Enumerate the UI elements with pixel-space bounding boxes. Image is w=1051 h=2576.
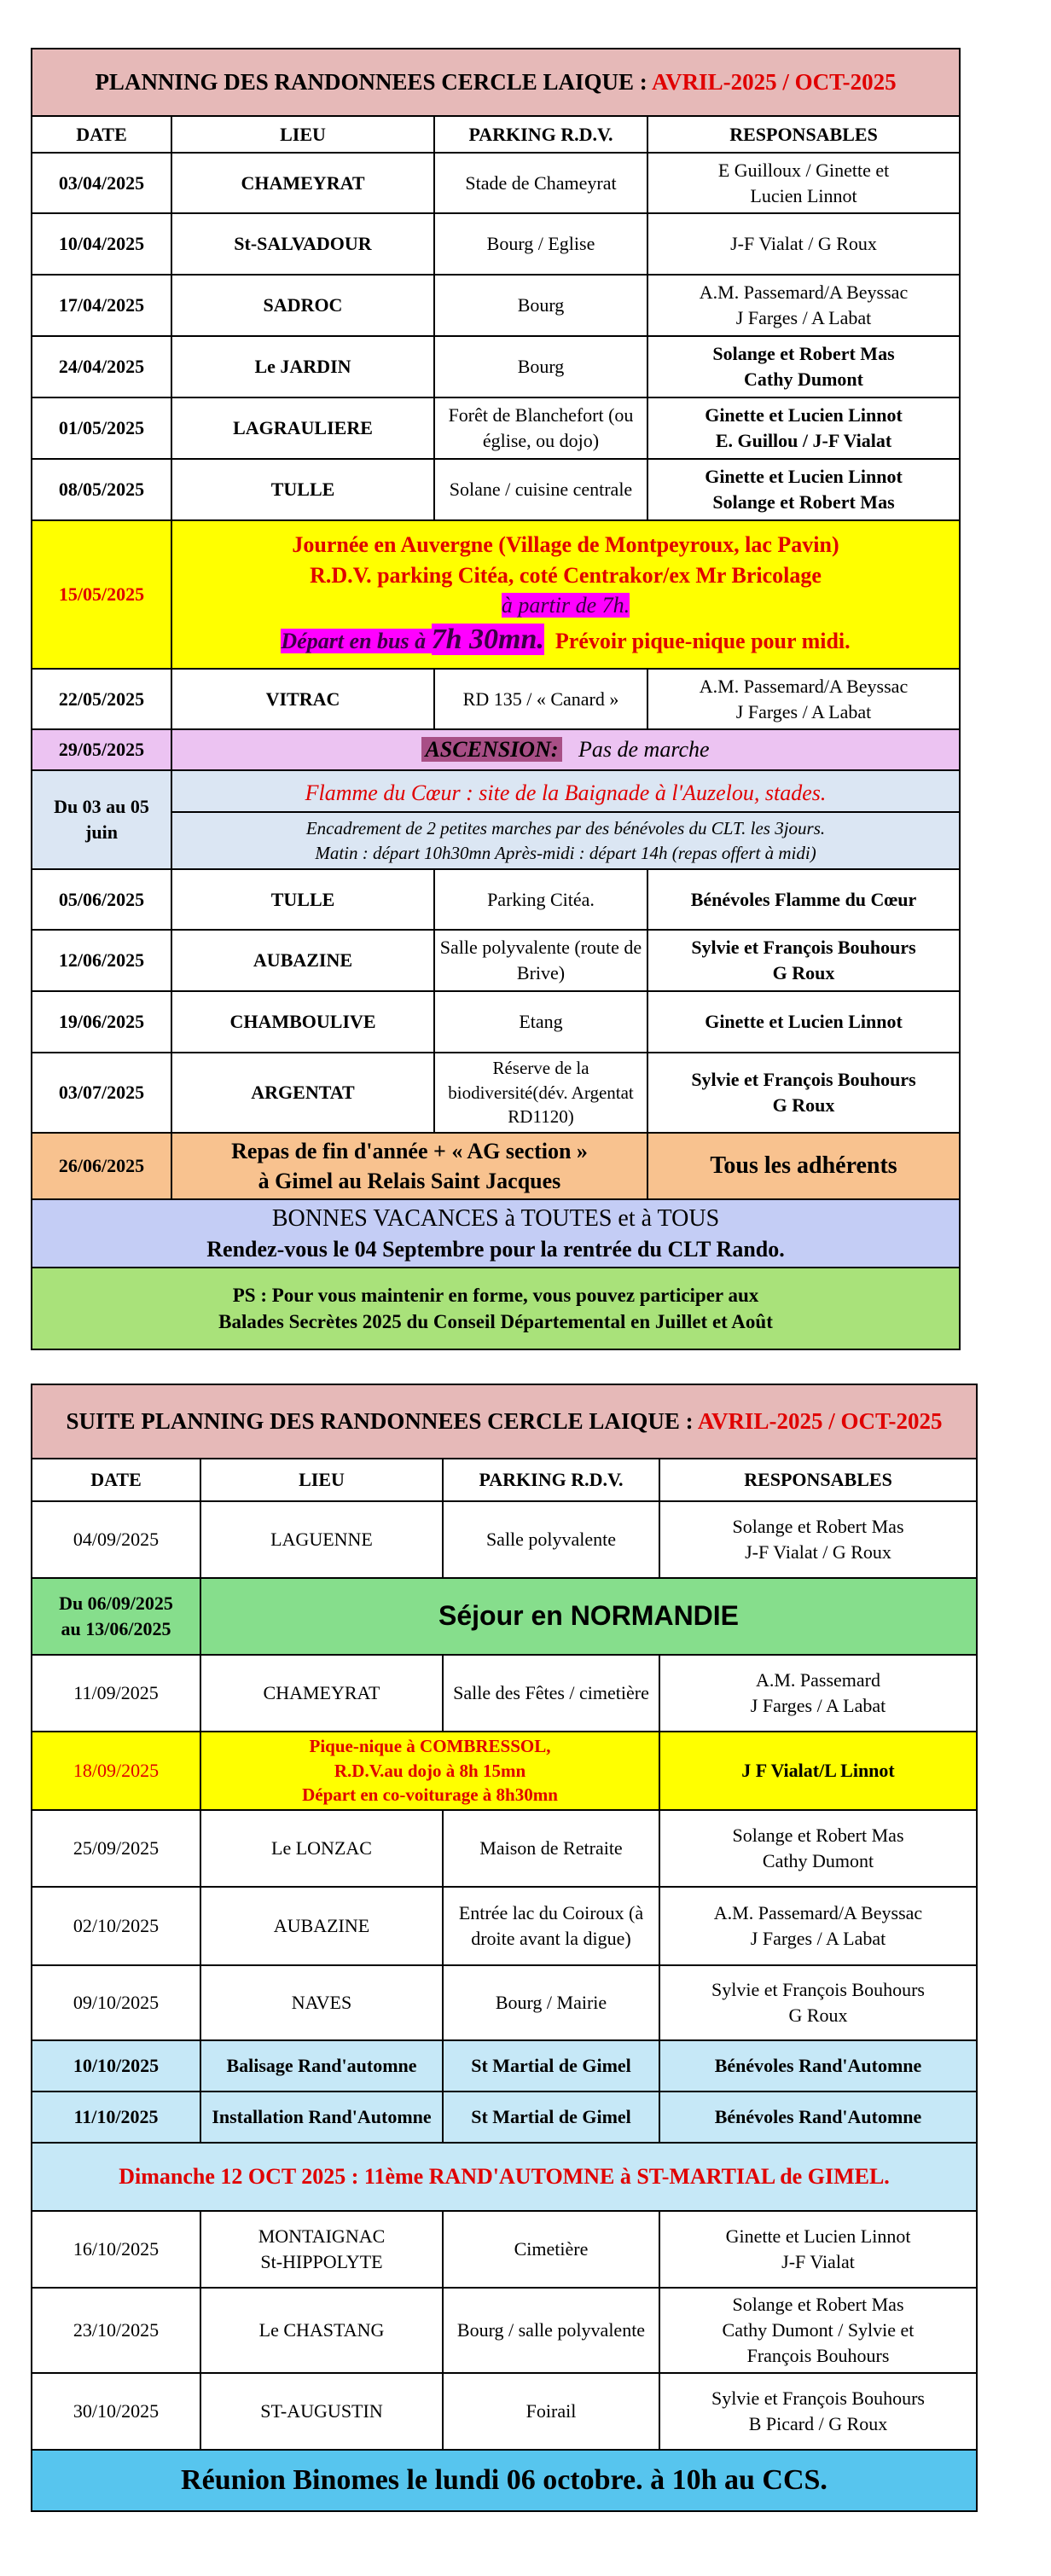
header-responsables: RESPONSABLES bbox=[659, 1459, 977, 1501]
resp-line: Solange et Robert Mas bbox=[712, 343, 895, 365]
repas-line: Repas de fin d'année + « AG section » bbox=[231, 1138, 588, 1163]
resp-line: E. Guillou / J-F Vialat bbox=[715, 430, 892, 451]
auvergne-line: Journée en Auvergne (Village de Montpeyroux, lac Pavin) bbox=[292, 532, 839, 558]
resp-line: E Guilloux / Ginette et bbox=[717, 159, 890, 181]
row-date: 08/05/2025 bbox=[32, 459, 171, 520]
row-parking: Bourg / Mairie bbox=[443, 1965, 659, 2040]
planning-table-1 bbox=[31, 48, 961, 1350]
resp-line: Lucien Linnot bbox=[750, 184, 857, 206]
header-row bbox=[32, 116, 960, 153]
auvergne-picnic: Prévoir pique-nique pour midi. bbox=[555, 628, 851, 653]
header-date: DATE bbox=[32, 1459, 200, 1501]
resp-line: A.M. Passemard/A Beyssac bbox=[699, 281, 909, 304]
table-row bbox=[32, 2211, 977, 2288]
flamme-details bbox=[171, 770, 960, 869]
ps-line: Balades Secrètes 2025 du Conseil Départemental en Juillet et Août bbox=[218, 1311, 773, 1332]
row-responsables bbox=[647, 336, 960, 397]
row-lieu: AUBAZINE bbox=[171, 930, 434, 991]
combressol-date: 18/09/2025 bbox=[32, 1732, 200, 1810]
table-row bbox=[32, 1965, 977, 2040]
reunion-row bbox=[32, 2450, 977, 2511]
row-lieu: CHAMEYRAT bbox=[200, 1655, 443, 1732]
row-date: 10/10/2025 bbox=[32, 2040, 200, 2092]
lieu-line: MONTAIGNAC bbox=[258, 2225, 386, 2248]
row-parking: Bourg / Eglise bbox=[434, 213, 647, 275]
row-parking: Forêt de Blanchefort (ou église, ou dojo) bbox=[434, 397, 647, 459]
sejour-date-line: Du 06/09/2025 bbox=[59, 1593, 173, 1615]
header-lieu: LIEU bbox=[200, 1459, 443, 1501]
table-row bbox=[32, 669, 960, 729]
resp-line: Solange et Robert Mas bbox=[712, 491, 895, 513]
row-parking: Salle polyvalente (route de Brive) bbox=[434, 930, 647, 991]
row-date: 03/07/2025 bbox=[32, 1053, 171, 1133]
reunion-announcement: Réunion Binomes le lundi 06 octobre. à 10h au CCS. bbox=[32, 2450, 977, 2511]
ps-line: PS : Pour vous maintenir en forme, vous pouvez participer aux bbox=[232, 1284, 759, 1306]
resp-line: J-F Vialat / G Roux bbox=[745, 1541, 891, 1563]
row-parking: Salle polyvalente bbox=[443, 1501, 659, 1578]
row-responsables bbox=[647, 153, 960, 213]
table-row bbox=[32, 153, 960, 213]
row-parking: Bourg / salle polyvalente bbox=[443, 2288, 659, 2373]
table-row bbox=[32, 2373, 977, 2450]
row-lieu: LAGRAULIERE bbox=[171, 397, 434, 459]
row-parking: Cimetière bbox=[443, 2211, 659, 2288]
table-row bbox=[32, 2288, 977, 2373]
row-responsables bbox=[659, 1810, 977, 1887]
row-responsables bbox=[647, 397, 960, 459]
header-lieu: LIEU bbox=[171, 116, 434, 153]
resp-line: J Farges / A Labat bbox=[735, 307, 872, 328]
row-date: 05/06/2025 bbox=[32, 869, 171, 930]
resp-line: François Bouhours bbox=[746, 2344, 890, 2366]
resp-line: Cathy Dumont bbox=[762, 1850, 874, 1871]
row-lieu: AUBAZINE bbox=[200, 1887, 443, 1965]
auvergne-details bbox=[171, 520, 960, 669]
resp-line: G Roux bbox=[772, 1094, 835, 1116]
row-parking: Parking Citéa. bbox=[434, 869, 647, 930]
table-row bbox=[32, 1655, 977, 1732]
table-row bbox=[32, 336, 960, 397]
resp-line: A.M. Passemard bbox=[755, 1669, 881, 1691]
row-date: 10/04/2025 bbox=[32, 213, 171, 275]
sejour-text: Séjour en NORMANDIE bbox=[200, 1578, 977, 1655]
row-responsables: Ginette et Lucien Linnot bbox=[647, 991, 960, 1053]
resp-line: Sylvie et François Bouhours bbox=[711, 2387, 925, 2410]
resp-line: G Roux bbox=[772, 962, 835, 983]
row-lieu: ST-AUGUSTIN bbox=[200, 2373, 443, 2450]
title-main: PLANNING DES RANDONNEES CERCLE LAIQUE : bbox=[95, 69, 653, 96]
resp-line: Solange et Robert Mas bbox=[732, 1516, 904, 1538]
row-responsables bbox=[647, 1053, 960, 1133]
ps-row bbox=[32, 1268, 960, 1349]
row-responsables: Bénévoles Rand'Automne bbox=[659, 2092, 977, 2143]
row-date: 04/09/2025 bbox=[32, 1501, 200, 1578]
row-responsables bbox=[659, 1887, 977, 1965]
resp-line: Cathy Dumont / Sylvie et bbox=[722, 2319, 915, 2341]
ascension-label: ASCENSION: bbox=[421, 737, 561, 762]
randautomne-row bbox=[32, 2143, 977, 2211]
title-main: SUITE PLANNING DES RANDONNEES CERCLE LAIQUE : bbox=[66, 1408, 698, 1435]
row-responsables bbox=[647, 459, 960, 520]
header-row bbox=[32, 1459, 977, 1501]
sejour-date-line: au 13/06/2025 bbox=[61, 1618, 171, 1639]
resp-line: Cathy Dumont bbox=[744, 368, 863, 390]
row-responsables bbox=[647, 669, 960, 729]
row-lieu bbox=[200, 2211, 443, 2288]
combressol-line: Pique-nique à COMBRESSOL, bbox=[309, 1736, 551, 1757]
row-date: 25/09/2025 bbox=[32, 1810, 200, 1887]
row-responsables bbox=[659, 2288, 977, 2373]
combressol-line: R.D.V.au dojo à 8h 15mn bbox=[334, 1760, 526, 1781]
row-date: 11/09/2025 bbox=[32, 1655, 200, 1732]
balisage-row bbox=[32, 2040, 977, 2092]
planning-title bbox=[32, 49, 960, 116]
row-lieu: Installation Rand'Automne bbox=[200, 2092, 443, 2143]
row-parking: Salle des Fêtes / cimetière bbox=[443, 1655, 659, 1732]
row-responsables bbox=[659, 2211, 977, 2288]
row-date: 23/10/2025 bbox=[32, 2288, 200, 2373]
combressol-row bbox=[32, 1732, 977, 1810]
table-row bbox=[32, 459, 960, 520]
row-date: 09/10/2025 bbox=[32, 1965, 200, 2040]
flamme-line: Encadrement de 2 petites marches par des bénévoles du CLT. les 3jours. bbox=[305, 818, 826, 839]
row-date: 03/04/2025 bbox=[32, 153, 171, 213]
auvergne-line bbox=[176, 620, 955, 659]
table-row bbox=[32, 1501, 977, 1578]
row-parking: Entrée lac du Coiroux (à droite avant la digue) bbox=[443, 1887, 659, 1965]
row-date: 11/10/2025 bbox=[32, 2092, 200, 2143]
row-lieu: TULLE bbox=[171, 459, 434, 520]
row-lieu: St-SALVADOUR bbox=[171, 213, 434, 275]
ascension-row bbox=[32, 729, 960, 770]
header-parking: PARKING R.D.V. bbox=[443, 1459, 659, 1501]
row-lieu: TULLE bbox=[171, 869, 434, 930]
row-parking: Maison de Retraite bbox=[443, 1810, 659, 1887]
flamme-line: Matin : départ 10h30mn Après-midi : départ 14h (repas offert à midi) bbox=[315, 842, 816, 863]
repas-details bbox=[171, 1133, 647, 1199]
vacances-row bbox=[32, 1199, 960, 1268]
row-date: 30/10/2025 bbox=[32, 2373, 200, 2450]
title-period: AVRIL-2025 / OCT-2025 bbox=[697, 1408, 943, 1435]
row-date: 22/05/2025 bbox=[32, 669, 171, 729]
table-row bbox=[32, 1053, 960, 1133]
header-parking: PARKING R.D.V. bbox=[434, 116, 647, 153]
auvergne-depart-label: Départ en bus à bbox=[281, 628, 432, 653]
table-row bbox=[32, 991, 960, 1053]
repas-row bbox=[32, 1133, 960, 1199]
vacances-line: Rendez-vous le 04 Septembre pour la rentrée du CLT Rando. bbox=[206, 1237, 785, 1262]
row-responsables bbox=[659, 1501, 977, 1578]
row-lieu: Le LONZAC bbox=[200, 1810, 443, 1887]
ascension-date: 29/05/2025 bbox=[32, 729, 171, 770]
row-date: 17/04/2025 bbox=[32, 275, 171, 336]
row-date: 19/06/2025 bbox=[32, 991, 171, 1053]
resp-line: A.M. Passemard/A Beyssac bbox=[713, 1902, 923, 1924]
row-lieu: SADROC bbox=[171, 275, 434, 336]
row-responsables bbox=[659, 1655, 977, 1732]
row-parking: Stade de Chameyrat bbox=[434, 153, 647, 213]
header-date: DATE bbox=[32, 116, 171, 153]
planning-title-2 bbox=[32, 1384, 977, 1459]
ps-message bbox=[32, 1268, 960, 1349]
flamme-row bbox=[32, 770, 960, 869]
sejour-date bbox=[32, 1578, 200, 1655]
resp-line: B Picard / G Roux bbox=[748, 2413, 888, 2434]
resp-line: G Roux bbox=[788, 2005, 848, 2026]
row-date: 12/06/2025 bbox=[32, 930, 171, 991]
randautomne-announcement: Dimanche 12 OCT 2025 : 11ème RAND'AUTOMNE à ST-MARTIAL de GIMEL. bbox=[32, 2143, 977, 2211]
row-responsables bbox=[659, 2373, 977, 2450]
row-parking: St Martial de Gimel bbox=[443, 2092, 659, 2143]
installation-row bbox=[32, 2092, 977, 2143]
row-lieu: VITRAC bbox=[171, 669, 434, 729]
row-parking: Bourg bbox=[434, 336, 647, 397]
auvergne-depart-time: 7h 30mn. bbox=[431, 623, 544, 655]
ascension-details bbox=[171, 729, 960, 770]
vacances-line: BONNES VACANCES à TOUTES et à TOUS bbox=[271, 1204, 720, 1232]
row-responsables: Bénévoles Flamme du Cœur bbox=[647, 869, 960, 930]
row-parking: Bourg bbox=[434, 275, 647, 336]
title-period: AVRIL-2025 / OCT-2025 bbox=[652, 69, 897, 96]
resp-line: J-F Vialat bbox=[781, 2251, 855, 2272]
ascension-text: Pas de marche bbox=[578, 737, 710, 763]
row-date: 01/05/2025 bbox=[32, 397, 171, 459]
resp-line: Sylvie et François Bouhours bbox=[691, 1069, 916, 1091]
table-row bbox=[32, 1810, 977, 1887]
row-responsables: Bénévoles Rand'Automne bbox=[659, 2040, 977, 2092]
table-row bbox=[32, 930, 960, 991]
auvergne-time-highlight: à partir de 7h. bbox=[501, 592, 630, 618]
row-lieu: LAGUENNE bbox=[200, 1501, 443, 1578]
resp-line: Solange et Robert Mas bbox=[732, 2294, 904, 2316]
row-parking: RD 135 / « Canard » bbox=[434, 669, 647, 729]
table-row bbox=[32, 275, 960, 336]
combressol-line: Départ en co-voiturage à 8h30mn bbox=[302, 1784, 558, 1806]
flamme-date: Du 03 au 05 juin bbox=[32, 770, 171, 869]
vacances-message bbox=[32, 1199, 960, 1268]
resp-line: Sylvie et François Bouhours bbox=[711, 1979, 925, 2001]
row-lieu: CHAMBOULIVE bbox=[171, 991, 434, 1053]
row-parking: Réserve de la biodiversité(dév. Argentat RD1120) bbox=[434, 1053, 647, 1133]
flamme-line: Flamme du Cœur : site de la Baignade à l'Auzelou, stades. bbox=[172, 775, 959, 813]
combressol-responsables: J F Vialat/L Linnot bbox=[659, 1732, 977, 1810]
auvergne-line: R.D.V. parking Citéa, coté Centrakor/ex Mr Bricolage bbox=[310, 562, 822, 588]
sejour-row bbox=[32, 1578, 977, 1655]
row-responsables bbox=[647, 930, 960, 991]
lieu-line: St-HIPPOLYTE bbox=[260, 2251, 383, 2272]
row-date: 24/04/2025 bbox=[32, 336, 171, 397]
auvergne-row bbox=[32, 520, 960, 669]
row-responsables: J-F Vialat / G Roux bbox=[647, 213, 960, 275]
table-row bbox=[32, 397, 960, 459]
resp-line: Ginette et Lucien Linnot bbox=[705, 466, 903, 488]
row-date: 16/10/2025 bbox=[32, 2211, 200, 2288]
row-parking: Etang bbox=[434, 991, 647, 1053]
resp-line: A.M. Passemard/A Beyssac bbox=[699, 675, 909, 697]
resp-line: Solange et Robert Mas bbox=[732, 1825, 904, 1847]
planning-table-2 bbox=[31, 1384, 978, 2512]
table-row bbox=[32, 1887, 977, 1965]
row-lieu: CHAMEYRAT bbox=[171, 153, 434, 213]
row-responsables bbox=[659, 1965, 977, 2040]
resp-line: Ginette et Lucien Linnot bbox=[705, 404, 903, 426]
row-date: 02/10/2025 bbox=[32, 1887, 200, 1965]
resp-line: J Farges / A Labat bbox=[750, 1695, 886, 1716]
row-lieu: NAVES bbox=[200, 1965, 443, 2040]
auvergne-date: 15/05/2025 bbox=[32, 520, 171, 669]
row-responsables bbox=[647, 275, 960, 336]
repas-date: 26/06/2025 bbox=[32, 1133, 171, 1199]
repas-responsables: Tous les adhérents bbox=[647, 1133, 960, 1199]
row-parking: St Martial de Gimel bbox=[443, 2040, 659, 2092]
table-row bbox=[32, 213, 960, 275]
table-row bbox=[32, 869, 960, 930]
row-parking: Foirail bbox=[443, 2373, 659, 2450]
row-lieu: ARGENTAT bbox=[171, 1053, 434, 1133]
repas-line: à Gimel au Relais Saint Jacques bbox=[258, 1169, 561, 1193]
header-responsables: RESPONSABLES bbox=[647, 116, 960, 153]
combressol-details bbox=[200, 1732, 659, 1810]
row-lieu: Le CHASTANG bbox=[200, 2288, 443, 2373]
resp-line: Ginette et Lucien Linnot bbox=[725, 2225, 911, 2248]
row-lieu: Balisage Rand'automne bbox=[200, 2040, 443, 2092]
resp-line: Sylvie et François Bouhours bbox=[691, 937, 916, 959]
row-parking: Solane / cuisine centrale bbox=[434, 459, 647, 520]
resp-line: J Farges / A Labat bbox=[750, 1928, 886, 1949]
row-lieu: Le JARDIN bbox=[171, 336, 434, 397]
auvergne-line bbox=[176, 590, 955, 620]
resp-line: J Farges / A Labat bbox=[735, 700, 872, 722]
